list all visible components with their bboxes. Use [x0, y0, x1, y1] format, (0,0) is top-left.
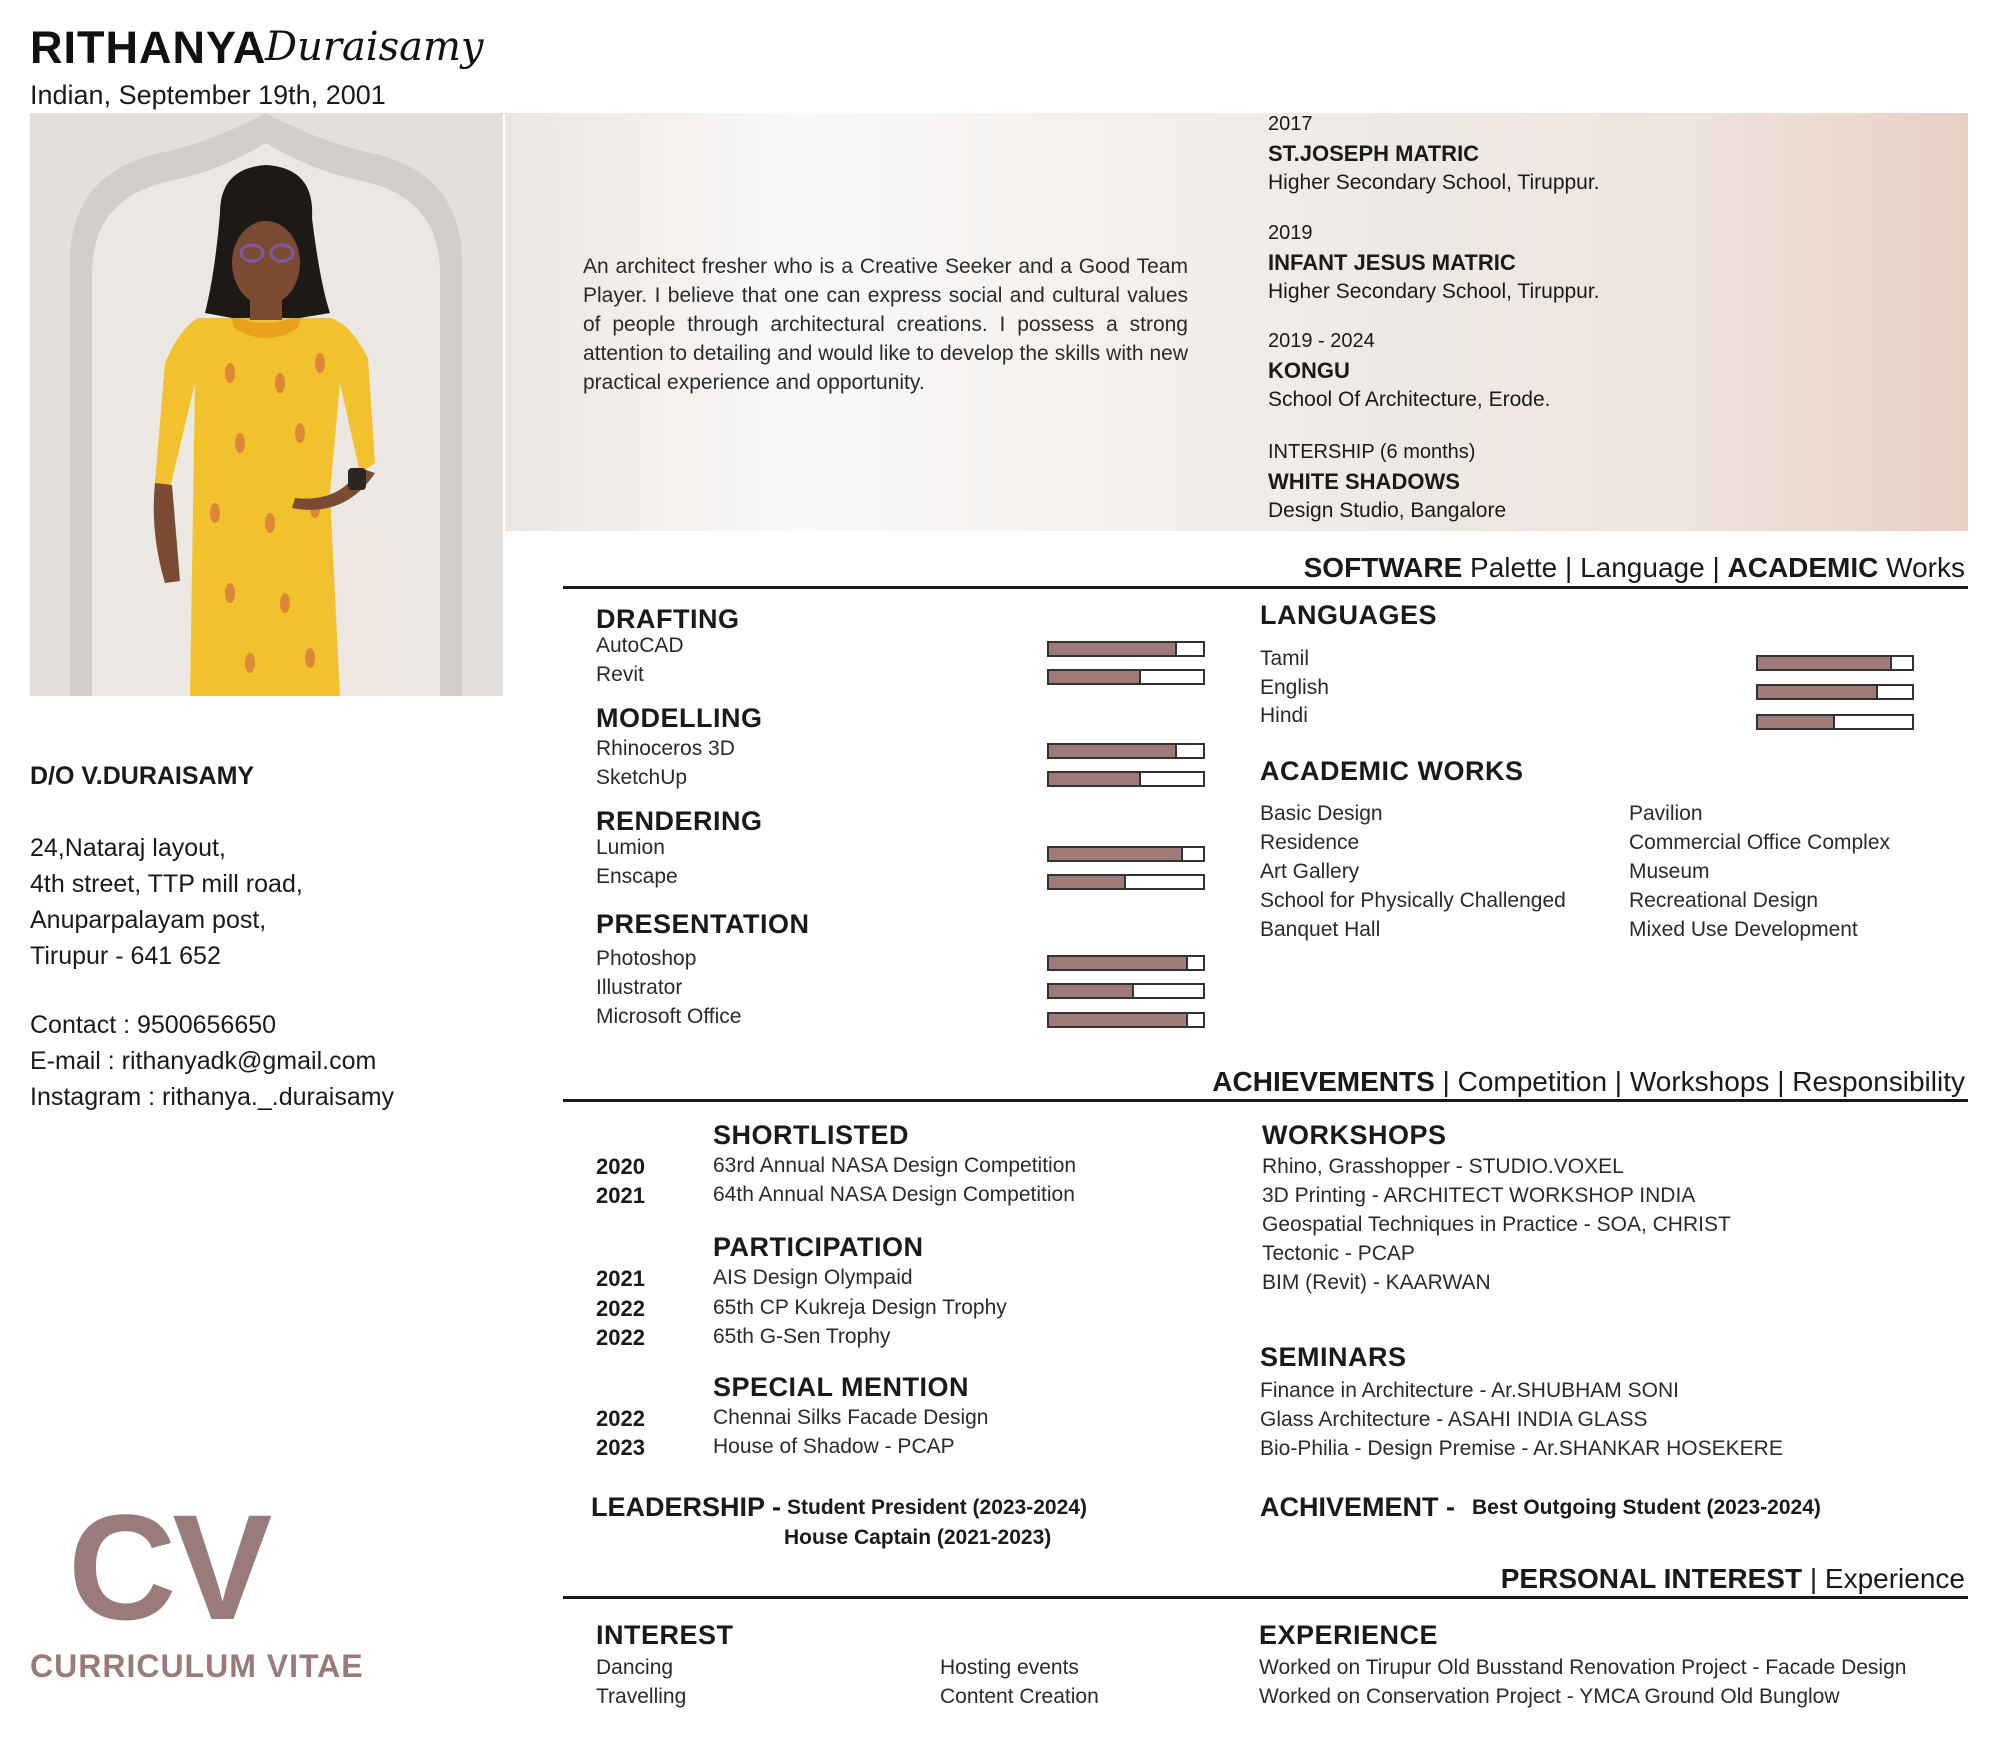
heading-separator: | — [1809, 1563, 1818, 1594]
interest-title: INTEREST — [596, 1620, 734, 1650]
education-year: INTERSHIP (6 months) — [1268, 441, 1476, 463]
heading-bold: ACADEMIC — [1727, 552, 1879, 583]
heading-bold: PERSONAL INTEREST — [1500, 1563, 1803, 1594]
leadership-label: LEADERSHIP - — [591, 1492, 782, 1522]
software-name: AutoCAD — [596, 634, 684, 657]
software-category: DRAFTING — [596, 604, 740, 634]
academic-work-item: Commercial Office Complex — [1629, 831, 1891, 854]
experience-item: Worked on Conservation Project - YMCA Ground Old Bunglow — [1259, 1685, 1840, 1708]
experience-item: Worked on Tirupur Old Busstand Renovation Project - Facade Design — [1259, 1656, 1907, 1679]
academic-work-item: Banquet Hall — [1260, 918, 1381, 941]
cv-logo-label: CURRICULUM VITAE — [30, 1648, 364, 1684]
skill-bar — [1047, 743, 1205, 759]
leadership-role: House Captain (2021-2023) — [784, 1526, 1052, 1549]
skill-bar — [1047, 846, 1205, 862]
heading-text: Workshops — [1629, 1066, 1770, 1097]
achievement-label: ACHIVEMENT - — [1260, 1492, 1455, 1522]
workshops-list — [1262, 1152, 1731, 1297]
academic-works-title: ACADEMIC WORKS — [1260, 756, 1524, 786]
profile-photo — [30, 113, 503, 696]
software-name: Microsoft Office — [596, 1005, 742, 1028]
skill-bar-fill — [1049, 957, 1188, 969]
skill-bar — [1047, 874, 1205, 890]
workshop-item: BIM (Revit) - KAARWAN — [1262, 1271, 1491, 1294]
address-line: 4th street, TTP mill road, — [30, 870, 303, 898]
education-school: INFANT JESUS MATRIC — [1268, 250, 1516, 275]
education-year: 2017 — [1268, 113, 1313, 135]
address-line: Anuparpalayam post, — [30, 906, 267, 934]
skill-bar-fill — [1049, 745, 1177, 757]
achievement-text: Best Outgoing Student (2023-2024) — [1472, 1496, 1821, 1519]
competition-name: 65th G-Sen Trophy — [713, 1325, 891, 1348]
language-bar — [1756, 655, 1914, 671]
software-category: MODELLING — [596, 703, 763, 733]
interest-item: Content Creation — [940, 1685, 1099, 1708]
contact-block — [30, 1007, 394, 1115]
languages-title: LANGUAGES — [1260, 600, 1438, 630]
skill-bar — [1047, 983, 1205, 999]
cv-logo-mark: CV — [68, 1483, 269, 1651]
competition-name: Chennai Silks Facade Design — [713, 1406, 989, 1429]
seminar-item: Finance in Architecture - Ar.SHUBHAM SONI — [1260, 1379, 1679, 1402]
software-section-heading — [1304, 552, 1965, 584]
workshop-item: 3D Printing - ARCHITECT WORKSHOP INDIA — [1262, 1184, 1696, 1207]
last-name: Duraisamy — [265, 24, 484, 70]
achievements-section-heading — [1212, 1066, 1965, 1098]
competition-category: SPECIAL MENTION — [713, 1372, 970, 1402]
heading-separator: | — [1614, 1066, 1623, 1097]
heading-text: Experience — [1824, 1563, 1965, 1594]
skill-bar-fill — [1049, 876, 1126, 888]
education-detail: Higher Secondary School, Tiruppur. — [1268, 171, 1600, 194]
experience-list — [1259, 1653, 1906, 1711]
interest-col1 — [596, 1653, 686, 1711]
address-line: 24,Nataraj layout, — [30, 834, 226, 862]
skill-bar-fill — [1049, 643, 1177, 655]
software-name: Lumion — [596, 836, 665, 859]
workshop-item: Rhino, Grasshopper - STUDIO.VOXEL — [1262, 1155, 1624, 1178]
heading-text: Responsibility — [1792, 1066, 1965, 1097]
heading-separator: | — [1712, 552, 1720, 583]
heading-bold: ACHIEVEMENTS — [1212, 1066, 1435, 1097]
competition-category: PARTICIPATION — [713, 1232, 924, 1262]
education-year: 2019 — [1268, 222, 1313, 244]
instagram-handle: Instagram : rithanya._.duraisamy — [30, 1083, 395, 1111]
competition-name: AIS Design Olympaid — [713, 1266, 913, 1289]
education-school: KONGU — [1268, 358, 1350, 383]
section-divider — [563, 1099, 1968, 1102]
software-name: Rhinoceros 3D — [596, 737, 735, 760]
competition-year: 2022 — [596, 1325, 645, 1350]
heading-text: Competition — [1457, 1066, 1608, 1097]
software-name: Enscape — [596, 865, 678, 888]
skill-bar — [1047, 669, 1205, 685]
education-school: ST.JOSEPH MATRIC — [1268, 141, 1480, 166]
competition-name: 65th CP Kukreja Design Trophy — [713, 1296, 1007, 1319]
education-detail: Higher Secondary School, Tiruppur. — [1268, 280, 1600, 303]
heading-text: Language — [1580, 552, 1705, 583]
education-entry — [1268, 219, 1600, 306]
skill-bar-fill — [1049, 773, 1141, 785]
education-year: 2019 - 2024 — [1268, 330, 1375, 352]
heading-text: Works — [1878, 552, 1965, 583]
skill-bar-fill — [1049, 1014, 1188, 1026]
education-detail: School Of Architecture, Erode. — [1268, 388, 1551, 411]
software-category: RENDERING — [596, 806, 763, 836]
competition-year: 2022 — [596, 1296, 645, 1321]
experience-title: EXPERIENCE — [1259, 1620, 1439, 1650]
seminars-title: SEMINARS — [1260, 1342, 1407, 1372]
skill-bar — [1047, 955, 1205, 971]
seminars-list — [1260, 1376, 1783, 1463]
skill-bar — [1047, 771, 1205, 787]
address-block — [30, 830, 303, 974]
section-divider — [563, 1596, 1968, 1599]
software-name: Revit — [596, 663, 644, 686]
academic-work-item: Museum — [1629, 860, 1710, 883]
parent-name: D/O V.DURAISAMY — [30, 762, 255, 790]
academic-work-item: Pavilion — [1629, 802, 1703, 825]
language-name: Tamil — [1260, 647, 1310, 670]
academic-work-item: School for Physically Challenged — [1260, 889, 1566, 912]
workshops-title: WORKSHOPS — [1262, 1120, 1447, 1150]
nationality-dob: Indian, September 19th, 2001 — [30, 80, 386, 110]
seminar-item: Glass Architecture - ASAHI INDIA GLASS — [1260, 1408, 1648, 1431]
leadership-role: Student President (2023-2024) — [787, 1496, 1087, 1519]
heading-separator: | — [1442, 1066, 1450, 1097]
competition-category: SHORTLISTED — [713, 1120, 910, 1150]
language-bar-fill — [1758, 686, 1878, 698]
language-bar-fill — [1758, 657, 1892, 669]
language-bar — [1756, 684, 1914, 700]
interest-item: Hosting events — [940, 1656, 1079, 1679]
software-name: Photoshop — [596, 947, 697, 970]
academic-works-col2 — [1629, 799, 1890, 944]
competition-name: 63rd Annual NASA Design Competition — [713, 1154, 1077, 1177]
competition-year: 2022 — [596, 1406, 645, 1431]
language-bar — [1756, 714, 1914, 730]
workshop-item: Tectonic - PCAP — [1262, 1242, 1415, 1265]
education-school: WHITE SHADOWS — [1268, 469, 1460, 494]
email-address: E-mail : rithanyadk@gmail.com — [30, 1047, 377, 1075]
academic-work-item: Basic Design — [1260, 802, 1383, 825]
seminar-item: Bio-Philia - Design Premise - Ar.SHANKAR HOSEKERE — [1260, 1437, 1783, 1460]
education-entry — [1268, 110, 1600, 197]
academic-work-item: Residence — [1260, 831, 1360, 854]
personal-interest-section-heading — [1501, 1563, 1965, 1595]
skill-bar-fill — [1049, 985, 1134, 997]
heading-bold: SOFTWARE — [1303, 552, 1463, 583]
address-line: Tirupur - 641 652 — [30, 942, 221, 970]
phone-number: Contact : 9500656650 — [30, 1011, 277, 1039]
language-name: Hindi — [1260, 704, 1308, 727]
education-entry — [1268, 327, 1550, 414]
heading-separator: | — [1777, 1066, 1785, 1097]
competition-year: 2020 — [596, 1154, 645, 1179]
academic-work-item: Recreational Design — [1629, 889, 1819, 912]
competition-name: 64th Annual NASA Design Competition — [713, 1183, 1075, 1206]
software-name: Illustrator — [596, 976, 683, 999]
competition-name: House of Shadow - PCAP — [713, 1435, 955, 1458]
section-divider — [563, 586, 1968, 589]
skill-bar — [1047, 1012, 1205, 1028]
interest-item: Dancing — [596, 1656, 674, 1679]
skill-bar-fill — [1049, 671, 1141, 683]
academic-works-col1 — [1260, 799, 1566, 944]
language-name: English — [1260, 676, 1329, 699]
workshop-item: Geospatial Techniques in Practice - SOA, CHRIST — [1262, 1213, 1731, 1236]
competition-year: 2021 — [596, 1183, 645, 1208]
competition-year: 2023 — [596, 1435, 645, 1460]
software-name: SketchUp — [596, 766, 688, 789]
heading-separator: | — [1565, 552, 1573, 583]
education-entry — [1268, 438, 1506, 525]
education-detail: Design Studio, Bangalore — [1268, 499, 1507, 522]
intro-paragraph: An architect fresher who is a Creative Seeker and a Good Team Player. I believe that one can express social and cultural values of people through architectural creations. I possess a strong attention to detailing and would like to develop the skills with new practical experience and opportunity. — [583, 255, 1188, 394]
competition-year: 2021 — [596, 1266, 645, 1291]
academic-work-item: Mixed Use Development — [1629, 918, 1858, 941]
interest-col2 — [940, 1653, 1099, 1711]
first-name: RITHANYA — [30, 22, 267, 73]
heading-text: Palette — [1462, 552, 1558, 583]
skill-bar — [1047, 641, 1205, 657]
skill-bar-fill — [1049, 848, 1183, 860]
language-bar-fill — [1758, 716, 1835, 728]
interest-item: Travelling — [596, 1685, 687, 1708]
software-category: PRESENTATION — [596, 909, 810, 939]
academic-work-item: Art Gallery — [1260, 860, 1360, 883]
